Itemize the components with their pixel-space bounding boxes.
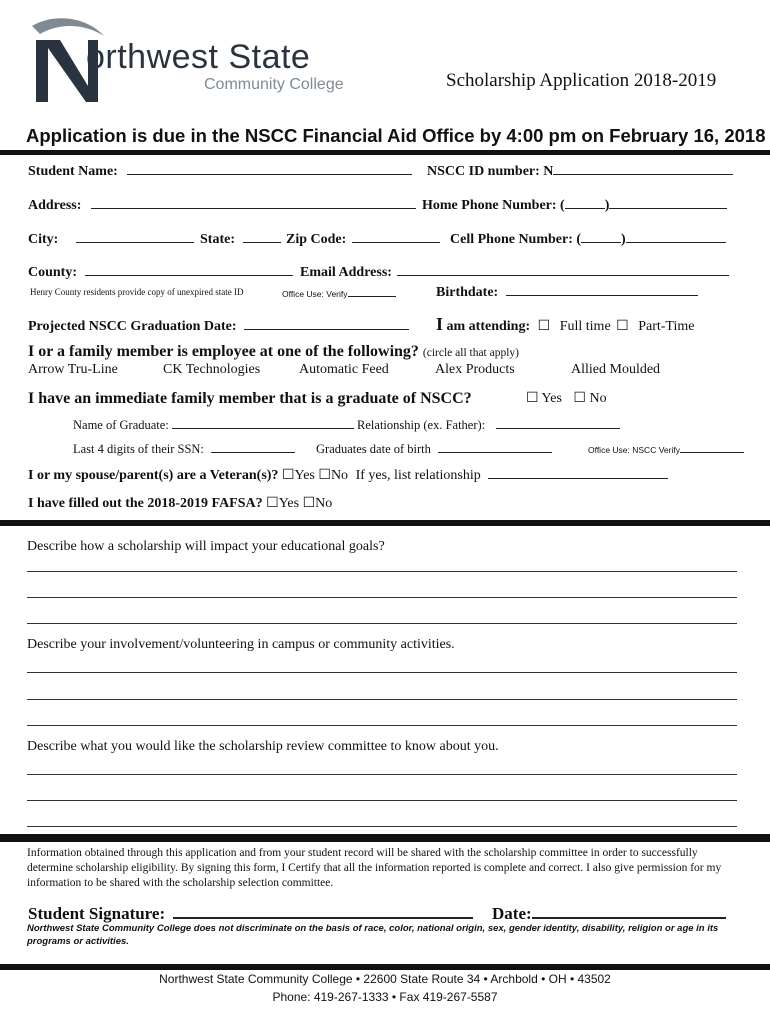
- fafsa-yes-label: Yes: [278, 496, 300, 511]
- graduate-question: I have an immediate family member that is a graduate of NSCC?: [28, 390, 472, 407]
- essay-answer-line[interactable]: [27, 725, 737, 726]
- graduate-yes-checkbox[interactable]: ☐: [526, 391, 539, 406]
- nscc-id-field[interactable]: [553, 162, 733, 175]
- cell-phone-area-field[interactable]: [581, 230, 621, 243]
- office-verify-field[interactable]: [348, 287, 396, 297]
- graduate-name-field[interactable]: [172, 416, 354, 429]
- city-field[interactable]: [76, 230, 194, 243]
- relationship-label: Relationship (ex. Father):: [357, 418, 486, 432]
- student-name-label: Student Name:: [28, 164, 118, 179]
- employer-option[interactable]: Alex Products: [435, 362, 515, 377]
- fafsa-yes-checkbox[interactable]: ☐: [266, 496, 279, 511]
- graduate-no-checkbox[interactable]: ☐: [573, 391, 586, 406]
- essay-answer-line[interactable]: [27, 672, 737, 673]
- graduate-name-label: Name of Graduate:: [73, 418, 169, 432]
- disclaimer-text: Information obtained through this application and from your student record will be shared with the scholarship committee in order to successfully determine scholarship eligibility. By signing this form, I Certify that all the information reported is complete and correct. I also give permission for my information to be shared with the scholarship selection committee.: [27, 847, 722, 889]
- section-divider: [0, 150, 770, 155]
- address-field[interactable]: [91, 196, 416, 209]
- logo-subname: Community College: [204, 76, 344, 93]
- birthdate-field[interactable]: [506, 283, 698, 296]
- employer-hint: (circle all that apply): [422, 347, 520, 359]
- footer-phone: Phone: 419-267-1333 • Fax 419-267-5587: [272, 990, 498, 1004]
- date-label: Date:: [492, 904, 532, 923]
- veteran-relationship-label: If yes, list relationship: [355, 468, 481, 483]
- ssn-field[interactable]: [211, 440, 295, 453]
- nscc-id-label: NSCC ID number: N: [427, 164, 554, 179]
- essay-prompt: Describe what you would like the scholarship review committee to know about you.: [27, 739, 499, 754]
- nscc-verify-label: Office Use: NSCC Verify: [588, 445, 680, 455]
- section-divider: [0, 520, 770, 526]
- fafsa-question: I have filled out the 2018-2019 FAFSA?: [28, 496, 263, 511]
- zip-label: Zip Code:: [286, 232, 347, 247]
- veteran-relationship-field[interactable]: [488, 466, 668, 479]
- email-label: Email Address:: [300, 265, 392, 280]
- graduate-dob-field[interactable]: [438, 440, 552, 453]
- fafsa-no-checkbox[interactable]: ☐: [302, 496, 316, 511]
- full-time-checkbox[interactable]: ☐: [537, 319, 551, 334]
- signature-label: Student Signature:: [28, 904, 166, 923]
- paren: ): [621, 232, 626, 247]
- graduate-no-label: No: [589, 391, 607, 406]
- birthdate-label: Birthdate:: [436, 285, 499, 300]
- cell-phone-field[interactable]: [626, 230, 726, 243]
- nscc-verify-field[interactable]: [680, 443, 744, 453]
- full-time-label: Full time: [559, 319, 611, 334]
- veteran-question: I or my spouse/parent(s) are a Veteran(s)?: [28, 468, 279, 483]
- essay-answer-line[interactable]: [27, 826, 737, 827]
- henry-county-note: Henry County residents provide copy of unexpired state ID: [30, 287, 244, 297]
- employer-option[interactable]: Allied Moulded: [571, 362, 661, 377]
- graduate-yes-label: Yes: [541, 391, 562, 406]
- part-time-label: Part-Time: [638, 319, 695, 334]
- essay-prompt: Describe how a scholarship will impact your educational goals?: [27, 539, 385, 554]
- county-label: County:: [28, 265, 78, 280]
- essay-answer-line[interactable]: [27, 623, 737, 624]
- veteran-yes-label: Yes: [294, 468, 315, 483]
- email-field[interactable]: [397, 263, 729, 276]
- home-phone-field[interactable]: [609, 196, 727, 209]
- due-notice: Application is due in the NSCC Financial Aid Office by 4:00 pm on February 16, 2018: [26, 125, 766, 146]
- date-field[interactable]: [532, 903, 726, 919]
- relationship-field[interactable]: [496, 416, 620, 429]
- college-logo: [26, 14, 356, 106]
- part-time-checkbox[interactable]: ☐: [616, 319, 629, 334]
- student-name-field[interactable]: [127, 162, 412, 175]
- fafsa-no-label: No: [315, 496, 333, 511]
- city-label: City:: [28, 232, 59, 247]
- footer-divider: [0, 964, 770, 970]
- essay-answer-line[interactable]: [27, 774, 737, 775]
- employer-question: I or a family member is employee at one of the following?: [28, 343, 419, 360]
- veteran-yes-checkbox[interactable]: ☐: [281, 468, 295, 483]
- essay-answer-line[interactable]: [27, 699, 737, 700]
- section-divider: [0, 834, 770, 842]
- home-phone-label: Home Phone Number: (: [422, 198, 565, 213]
- county-field[interactable]: [85, 263, 293, 276]
- document-title: Scholarship Application 2018-2019: [446, 70, 717, 91]
- office-verify-label: Office Use: Verify: [282, 289, 348, 299]
- logo-name: orthwest State: [86, 38, 311, 76]
- address-label: Address:: [28, 198, 82, 213]
- essay-prompt: Describe your involvement/volunteering in campus or community activities.: [27, 637, 455, 652]
- graduation-date-label: Projected NSCC Graduation Date:: [28, 319, 237, 334]
- essay-answer-line[interactable]: [27, 571, 737, 572]
- attending-label: am attending:: [446, 319, 531, 334]
- graduation-date-field[interactable]: [244, 317, 409, 330]
- ssn-label: Last 4 digits of their SSN:: [73, 442, 204, 456]
- state-field[interactable]: [243, 230, 281, 243]
- veteran-no-checkbox[interactable]: ☐: [318, 468, 331, 483]
- signature-field[interactable]: [173, 903, 473, 919]
- nondiscrimination-statement: Northwest State Community College does not discriminate on the basis of race, color, national origin, sex, gender identity, disability, religion or age in its programs or activities.: [27, 923, 719, 947]
- graduate-dob-label: Graduates date of birth: [316, 442, 431, 456]
- employer-option[interactable]: Automatic Feed: [299, 362, 389, 377]
- attending-i: I: [436, 314, 444, 334]
- paren: ): [604, 198, 610, 213]
- employer-option[interactable]: CK Technologies: [163, 362, 261, 377]
- essay-answer-line[interactable]: [27, 597, 737, 598]
- footer-address: Northwest State Community College • 22600 State Route 34 • Archbold • OH • 43502: [159, 972, 611, 986]
- home-phone-area-field[interactable]: [565, 196, 605, 209]
- cell-phone-label: Cell Phone Number: (: [450, 232, 582, 247]
- zip-field[interactable]: [352, 230, 440, 243]
- state-label: State:: [200, 232, 235, 247]
- employer-option[interactable]: Arrow Tru-Line: [28, 362, 118, 377]
- veteran-no-label: No: [330, 468, 349, 483]
- essay-answer-line[interactable]: [27, 800, 737, 801]
